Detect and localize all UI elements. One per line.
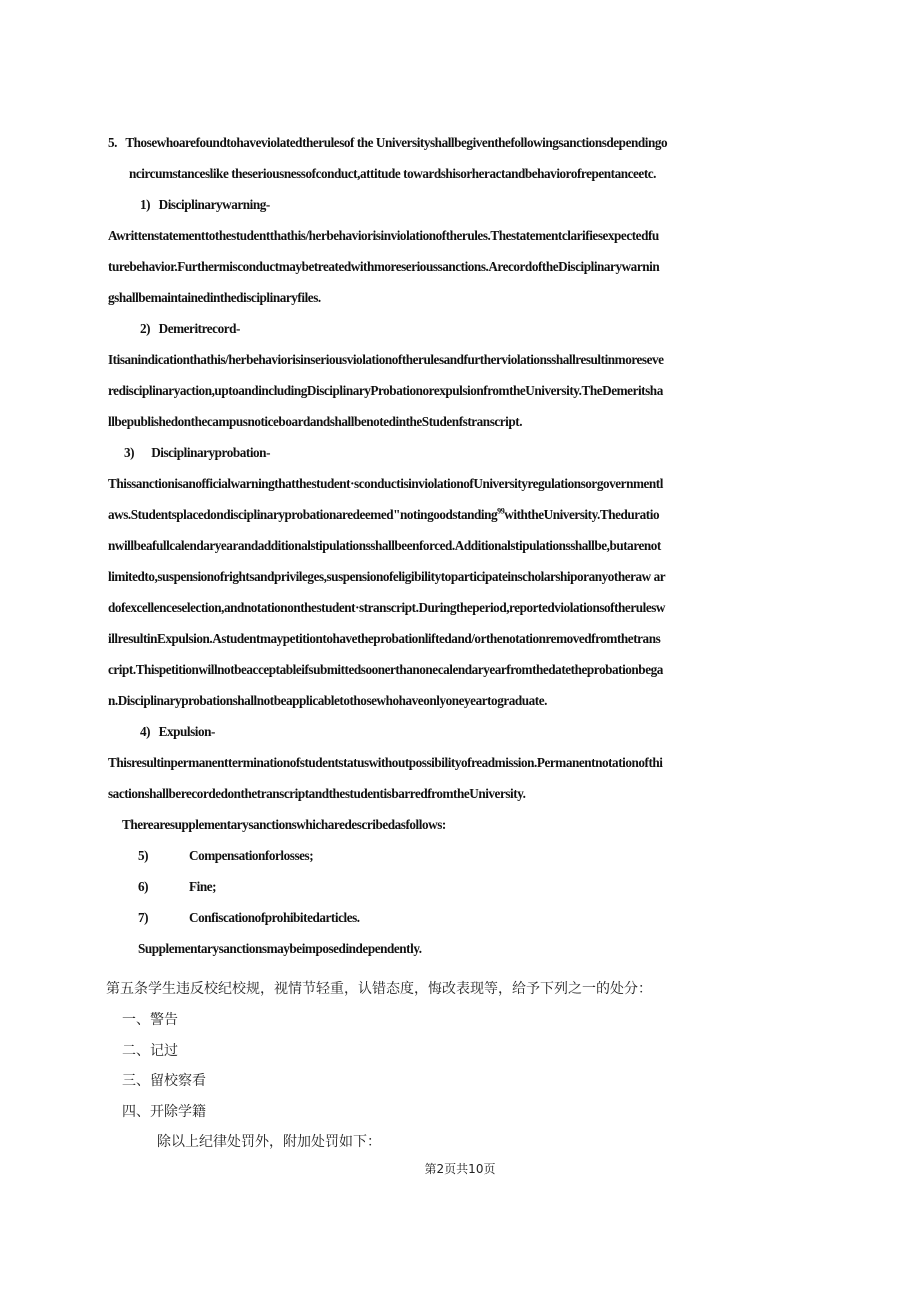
sanction-2-line-3: llbepublishedonthecampusnoticeboardandshallbenotedintheStudenfstranscript. bbox=[108, 414, 523, 429]
sanction-1-line-1: Awrittenstatementtothestudentthathis/herbehaviorisinviolationoftherules.Thestatementclarifiesexpectedfu bbox=[108, 228, 659, 243]
sanction-3-line-2b: withtheUniversity.Theduratio bbox=[504, 507, 660, 522]
item5-line-2: ncircumstanceslike theseriousnessofconduct,attitude towardshisorheractandbehaviorofrepentanceetc. bbox=[129, 166, 657, 181]
sanction-7-number: 7) bbox=[138, 910, 149, 925]
sanction-1-title: Disciplinarywarning- bbox=[158, 197, 270, 212]
chinese-item-2: 二、记过 bbox=[122, 1043, 178, 1059]
sanction-4-title: Expulsion- bbox=[158, 724, 215, 739]
sanction-1-line-3: gshallbemaintainedinthedisciplinaryfiles. bbox=[108, 290, 321, 305]
sanction-3-line-3: nwillbeafullcalendaryearandadditionalstipulationsshallbeenforced.Additionalstipulationsshallbe,butarenot bbox=[108, 538, 661, 553]
sanction-3-line-4: limitedto,suspensionofrightsandprivileges,suspensionofeligibilitytoparticipateinscholarshiporanyotheraw ar bbox=[108, 569, 666, 584]
sanction-1-line-2: turebehavior.Furthermisconductmaybetreatedwithmoreserioussanctions.ArecordoftheDisciplinarywarnin bbox=[108, 259, 660, 274]
chinese-item-1: 一、警告 bbox=[122, 1012, 178, 1028]
sanction-1-number: 1) bbox=[140, 197, 151, 212]
sanction-3-title: Disciplinaryprobation- bbox=[151, 445, 271, 460]
sanction-6-number: 6) bbox=[138, 879, 149, 894]
sanction-3-number: 3) bbox=[124, 445, 135, 460]
sanction-4-heading bbox=[140, 723, 540, 741]
sanction-7-text: Confiscationofprohibitedarticles. bbox=[189, 910, 360, 925]
item5-text-1: Thosewhoarefoundtohaveviolatedtherulesof the Universityshallbegiventhefollowingsanctionsdependingo bbox=[125, 135, 668, 150]
sanction-4-line-1: Thisresultinpermanentterminationofstudentstatuswithoutpossibilityofreadmission.Permanentnotationofthi bbox=[108, 755, 663, 770]
sanction-1-heading bbox=[140, 196, 540, 214]
sanction-3-line-2 bbox=[108, 506, 814, 524]
item5-number: 5. bbox=[108, 135, 117, 150]
sanction-6-text: Fine; bbox=[189, 879, 217, 894]
sanction-2-heading bbox=[140, 320, 540, 338]
chinese-item-4: 四、开除学籍 bbox=[122, 1104, 206, 1120]
sanction-5-text: Compensationforlosses; bbox=[189, 848, 314, 863]
sanction-2-line-1: Itisanindicationthathis/herbehaviorisinseriousviolationoftherulesandfurtherviolationsshallresultinmoreseve bbox=[108, 352, 664, 367]
sanction-3-line-5: dofexcellenceselection,andnotationonthestudent·stranscript.Duringtheperiod,reportedviolationsoftherulesw bbox=[108, 600, 665, 615]
sanction-3-line-2-sup: 99 bbox=[497, 506, 505, 516]
chinese-supplementary: 除以上纪律处罚外，附加处罚如下： bbox=[157, 1134, 381, 1150]
sanction-2-title: Demeritrecord- bbox=[158, 321, 240, 336]
sanction-5-number: 5) bbox=[138, 848, 149, 863]
sanction-3-heading bbox=[124, 444, 524, 462]
chinese-article: 第五条学生违反校纪校规，视情节轻重，认错态度，悔改表现等，给予下列之一的处分： bbox=[106, 981, 652, 997]
sanction-3-line-6: illresultinExpulsion.Astudentmaypetitiontohavetheprobationliftedand/orthenotationremovedfromthetrans bbox=[108, 631, 661, 646]
item5-line-1 bbox=[108, 134, 814, 152]
sanction-3-line-8: n.Disciplinaryprobationshallnotbeapplicabletothosewhohaveonlyoneyeartograduate. bbox=[108, 693, 548, 708]
sanction-3-line-7: cript.Thispetitionwillnotbeacceptableifsubmittedsoonerthanonecalendaryearfromthedatetheprobationbega bbox=[108, 662, 663, 677]
sanction-4-number: 4) bbox=[140, 724, 151, 739]
supplementary-intro: Therearesupplementarysanctionswhicharedescribedasfollows: bbox=[122, 817, 446, 832]
sanction-3-line-1: Thissanctionisanofficialwarningthatthestudent·sconductisinviolationofUniversityregulationsorgovernmentl bbox=[108, 476, 663, 491]
page-number-footer: 第2页共10页 bbox=[424, 1162, 496, 1176]
supplementary-note: Supplementarysanctionsmaybeimposedindependently. bbox=[138, 941, 422, 956]
sanction-2-line-2: redisciplinaryaction,uptoandincludingDisciplinaryProbationorexpulsionfromtheUniversity.TheDemeritsha bbox=[108, 383, 663, 398]
sanction-2-number: 2) bbox=[140, 321, 151, 336]
sanction-3-line-2a: aws.Studentsplacedondisciplinaryprobationaredeemed"notingoodstanding bbox=[108, 507, 498, 522]
chinese-item-3: 三、留校察看 bbox=[122, 1073, 206, 1089]
sanction-4-line-2: sactionshallberecordedonthetranscriptandthestudentisbarredfromtheUniversity. bbox=[108, 786, 526, 801]
